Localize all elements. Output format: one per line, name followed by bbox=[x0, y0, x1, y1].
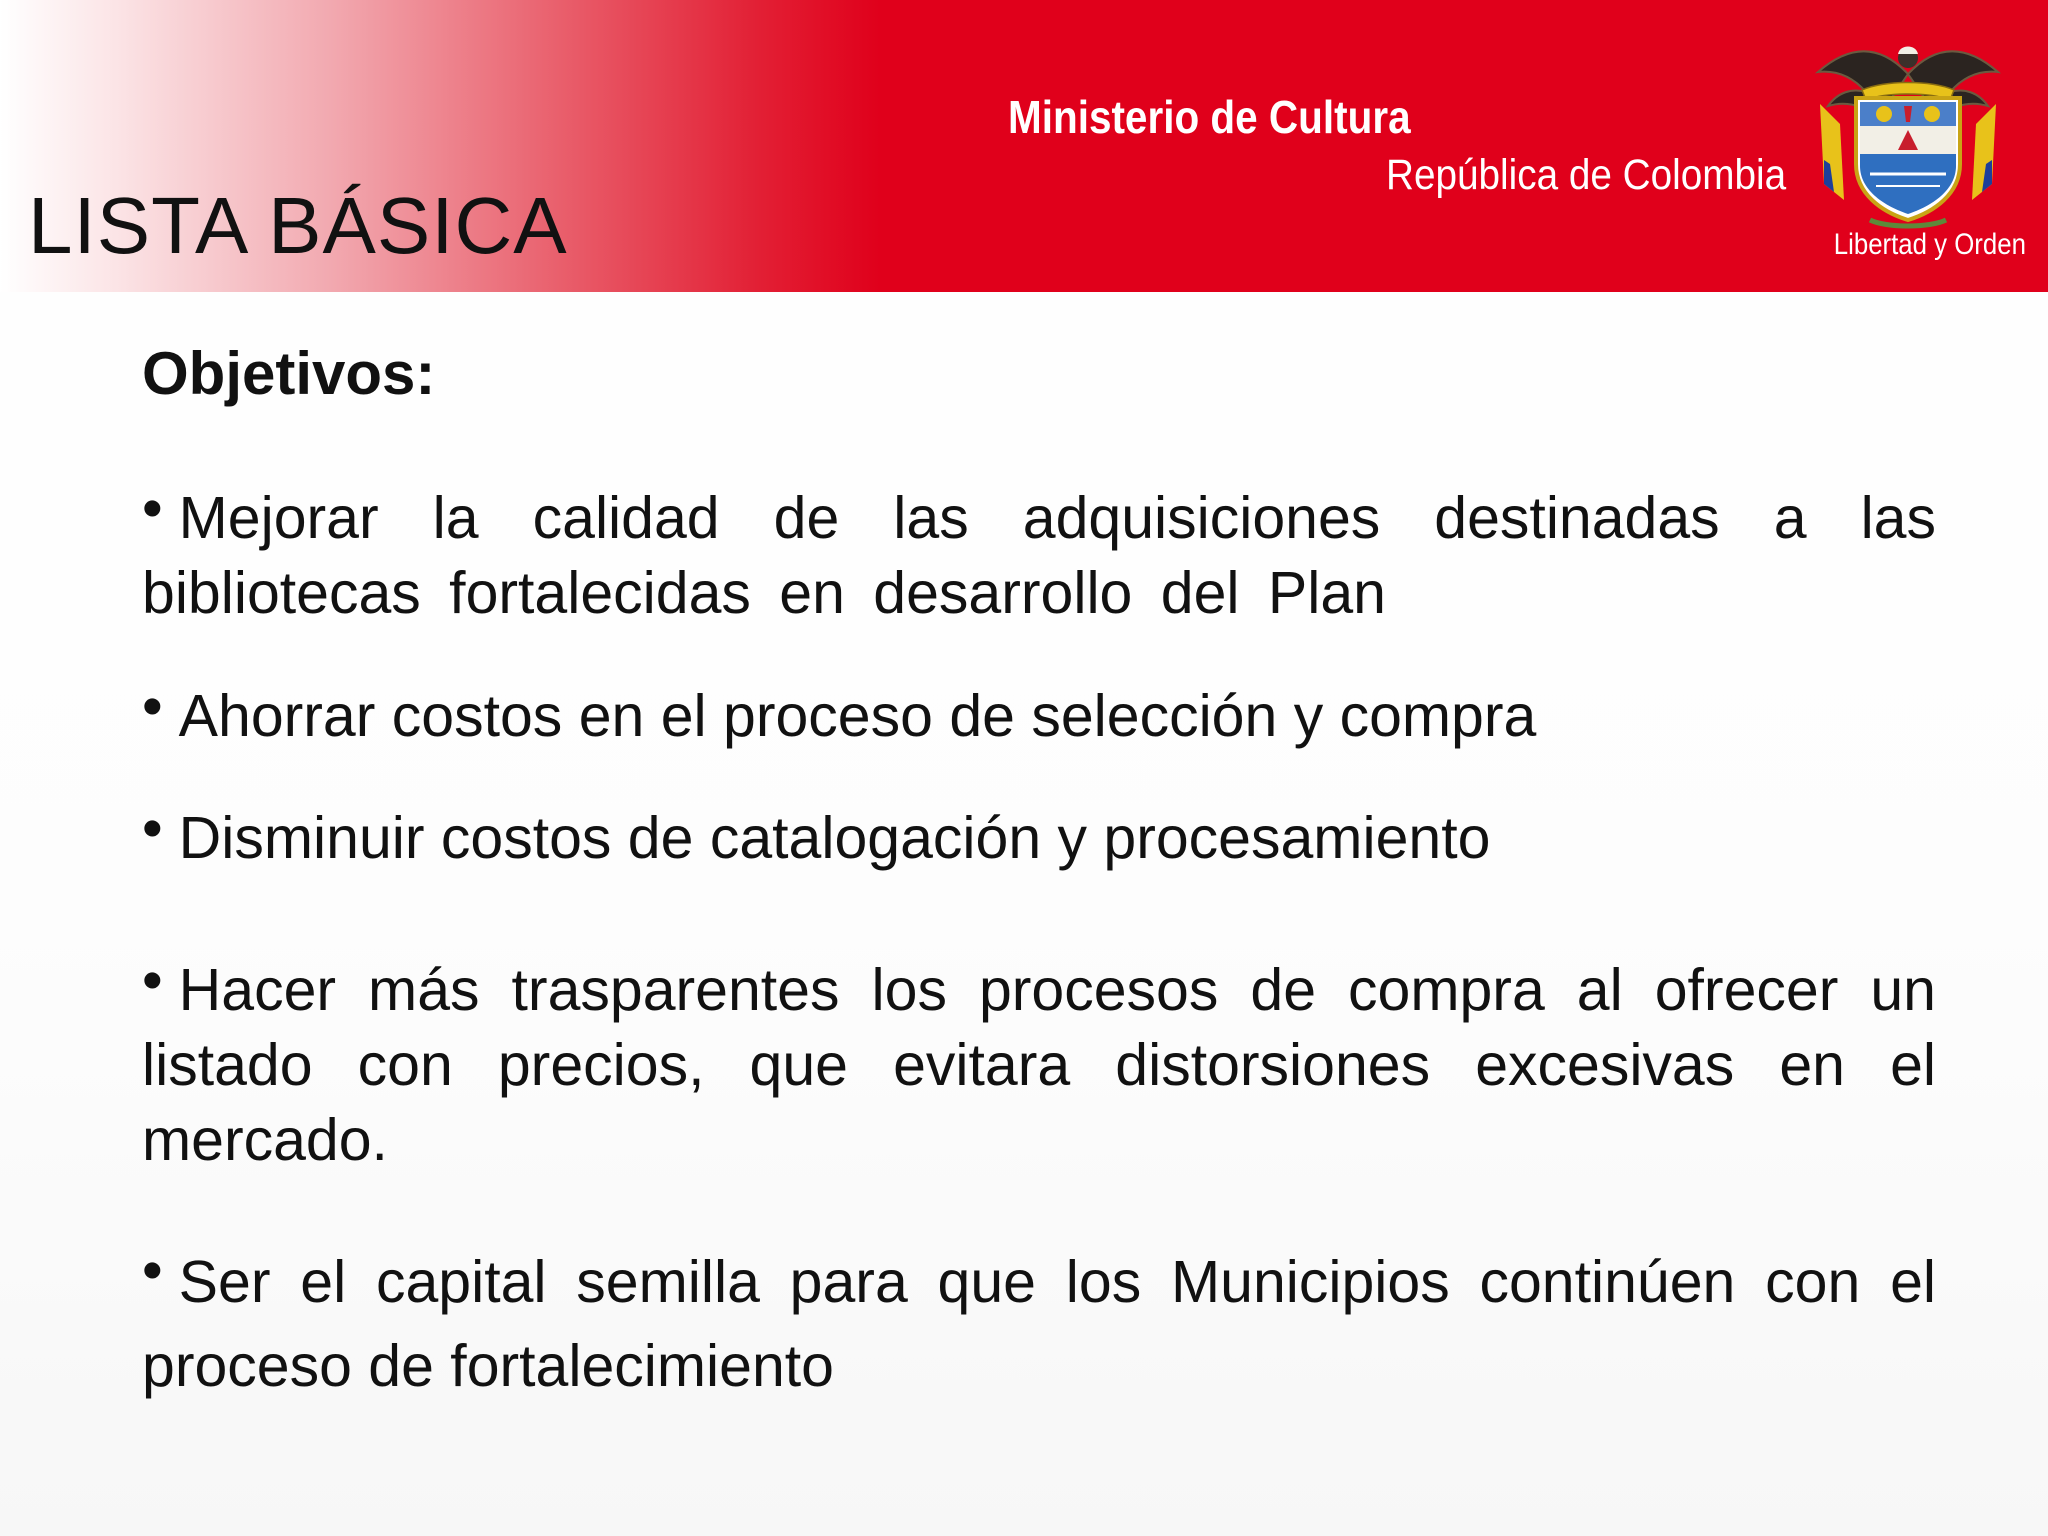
bullet-icon: • bbox=[142, 795, 163, 861]
slide-title: LISTA BÁSICA bbox=[28, 181, 568, 270]
bullet-icon: • bbox=[142, 1237, 163, 1303]
motto-text: Libertad y Orden bbox=[1833, 228, 2026, 261]
bullet-icon: • bbox=[142, 475, 163, 541]
objective-text: Ser el capital semilla para que los Municipios continúen con el proceso de fortalecimiento bbox=[142, 1249, 1936, 1399]
objective-item bbox=[142, 795, 1936, 876]
objective-item bbox=[142, 673, 1936, 754]
bullet-icon: • bbox=[142, 673, 163, 739]
ministry-name: Ministerio de Cultura bbox=[1008, 91, 1411, 143]
republic-name: República de Colombia bbox=[1386, 151, 1787, 199]
objective-text: Disminuir costos de catalogación y procesamiento bbox=[178, 805, 1491, 871]
objective-text: Mejorar la calidad de las adquisiciones destinadas a las bibliotecas fortalecidas en desarrollo del Plan bbox=[142, 485, 1936, 626]
bullet-icon: • bbox=[142, 947, 163, 1013]
objective-item bbox=[142, 1237, 1936, 1408]
objective-item bbox=[142, 475, 1936, 631]
objective-item bbox=[142, 947, 1936, 1178]
objective-text: Ahorrar costos en el proceso de selección y compra bbox=[178, 683, 1537, 749]
objective-text: Hacer más trasparentes los procesos de compra al ofrecer un listado con precios, que evitara distorsiones excesivas en el mercado. bbox=[142, 957, 1936, 1173]
objectives-heading: Objetivos: bbox=[142, 340, 436, 407]
